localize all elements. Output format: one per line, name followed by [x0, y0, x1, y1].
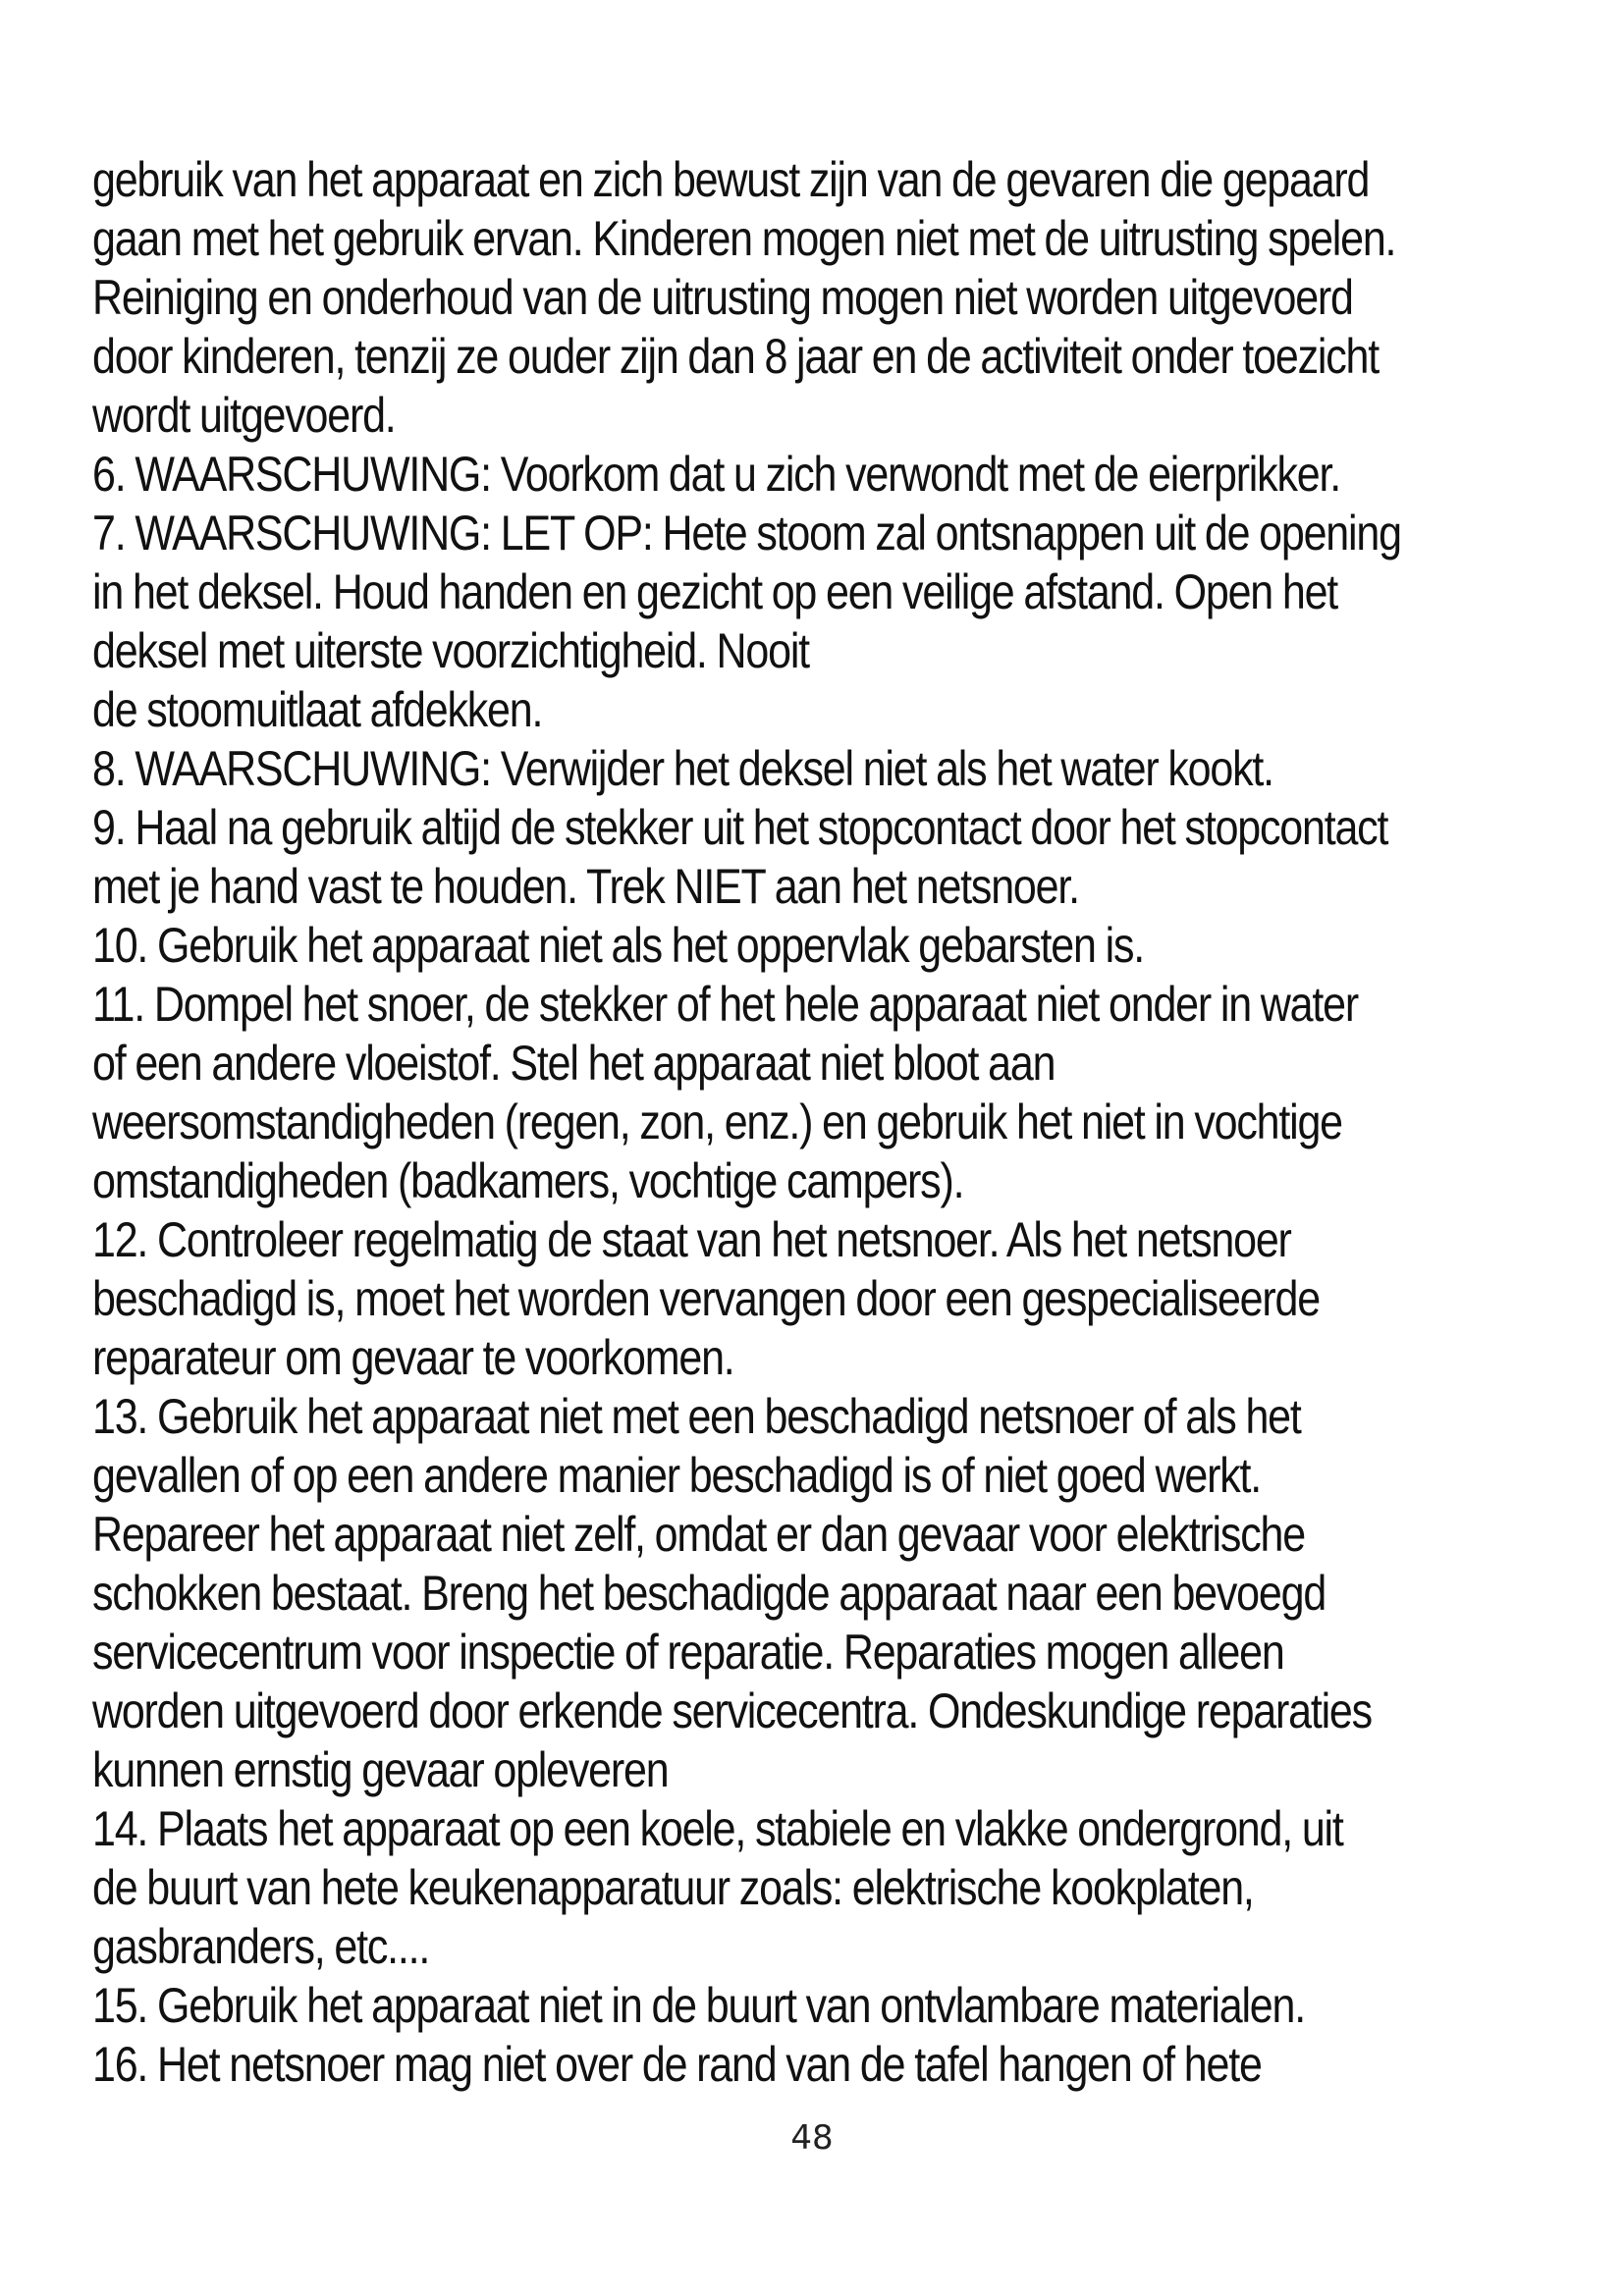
safety-instructions-text [92, 150, 1545, 2094]
warning-item-7: 7. WAARSCHUWING: LET OP: Hete stoom zal ontsnappen uit de opening [92, 506, 1401, 561]
text-line: worden uitgevoerd door erkende servicecentra. Ondeskundige reparaties [92, 1683, 1372, 1738]
page-number: 48 [790, 2118, 834, 2158]
text-line: schokken bestaat. Breng het beschadigde apparaat naar een bevoegd [92, 1566, 1326, 1621]
text-line: weersomstandigheden (regen, zon, enz.) en gebruik het niet in vochtige [92, 1095, 1342, 1149]
text-line: door kinderen, tenzij ze ouder zijn dan 8 jaar en de activiteit onder toezicht [92, 329, 1379, 384]
text-line: de buurt van hete keukenapparatuur zoals: elektrische kookplaten, [92, 1860, 1254, 1915]
text-line: kunnen ernstig gevaar opleveren [92, 1742, 669, 1797]
instruction-item-16: 16. Het netsnoer mag niet over de rand van de tafel hangen of hete [92, 2037, 1262, 2092]
text-line: de stoomuitlaat afdekken. [92, 682, 543, 737]
instruction-item-15: 15. Gebruik het apparaat niet in de buurt van ontvlambare materialen. [92, 1978, 1305, 2033]
instruction-item-10: 10. Gebruik het apparaat niet als het oppervlak gebarsten is. [92, 918, 1144, 973]
instruction-item-9: 9. Haal na gebruik altijd de stekker uit het stopcontact door het stopcontact [92, 800, 1388, 855]
text-line: omstandigheden (badkamers, vochtige campers). [92, 1153, 964, 1208]
instruction-item-12: 12. Controleer regelmatig de staat van het netsnoer. Als het netsnoer [92, 1212, 1291, 1267]
text-line: Repareer het apparaat niet zelf, omdat er dan gevaar voor elektrische [92, 1507, 1305, 1562]
text-line: gasbranders, etc.... [92, 1919, 430, 1974]
instruction-item-13: 13. Gebruik het apparaat niet met een beschadigd netsnoer of als het [92, 1389, 1301, 1444]
text-line: beschadigd is, moet het worden vervangen door een gespecialiseerde [92, 1271, 1320, 1326]
text-line: wordt uitgevoerd. [92, 388, 396, 443]
text-line: gevallen of op een andere manier beschadigd is of niet goed werkt. [92, 1448, 1261, 1503]
text-line: gebruik van het apparaat en zich bewust zijn van de gevaren die gepaard [92, 152, 1370, 207]
instruction-item-14: 14. Plaats het apparaat op een koele, stabiele en vlakke ondergrond, uit [92, 1801, 1343, 1856]
text-line: deksel met uiterste voorzichtigheid. Nooit [92, 623, 809, 678]
text-line: met je hand vast te houden. Trek NIET aan het netsnoer. [92, 859, 1079, 914]
instruction-item-11: 11. Dompel het snoer, de stekker of het hele apparaat niet onder in water [92, 977, 1358, 1032]
text-line: in het deksel. Houd handen en gezicht op een veilige afstand. Open het [92, 564, 1338, 619]
text-line: servicecentrum voor inspectie of reparatie. Reparaties mogen alleen [92, 1625, 1284, 1680]
warning-item-8: 8. WAARSCHUWING: Verwijder het deksel niet als het water kookt. [92, 741, 1273, 796]
warning-item-6: 6. WAARSCHUWING: Voorkom dat u zich verwondt met de eierprikker. [92, 447, 1340, 502]
text-line: of een andere vloeistof. Stel het apparaat niet bloot aan [92, 1036, 1056, 1091]
text-line: gaan met het gebruik ervan. Kinderen mogen niet met de uitrusting spelen. [92, 211, 1396, 266]
text-line: reparateur om gevaar te voorkomen. [92, 1330, 734, 1385]
text-line: Reiniging en onderhoud van de uitrusting mogen niet worden uitgevoerd [92, 270, 1353, 325]
